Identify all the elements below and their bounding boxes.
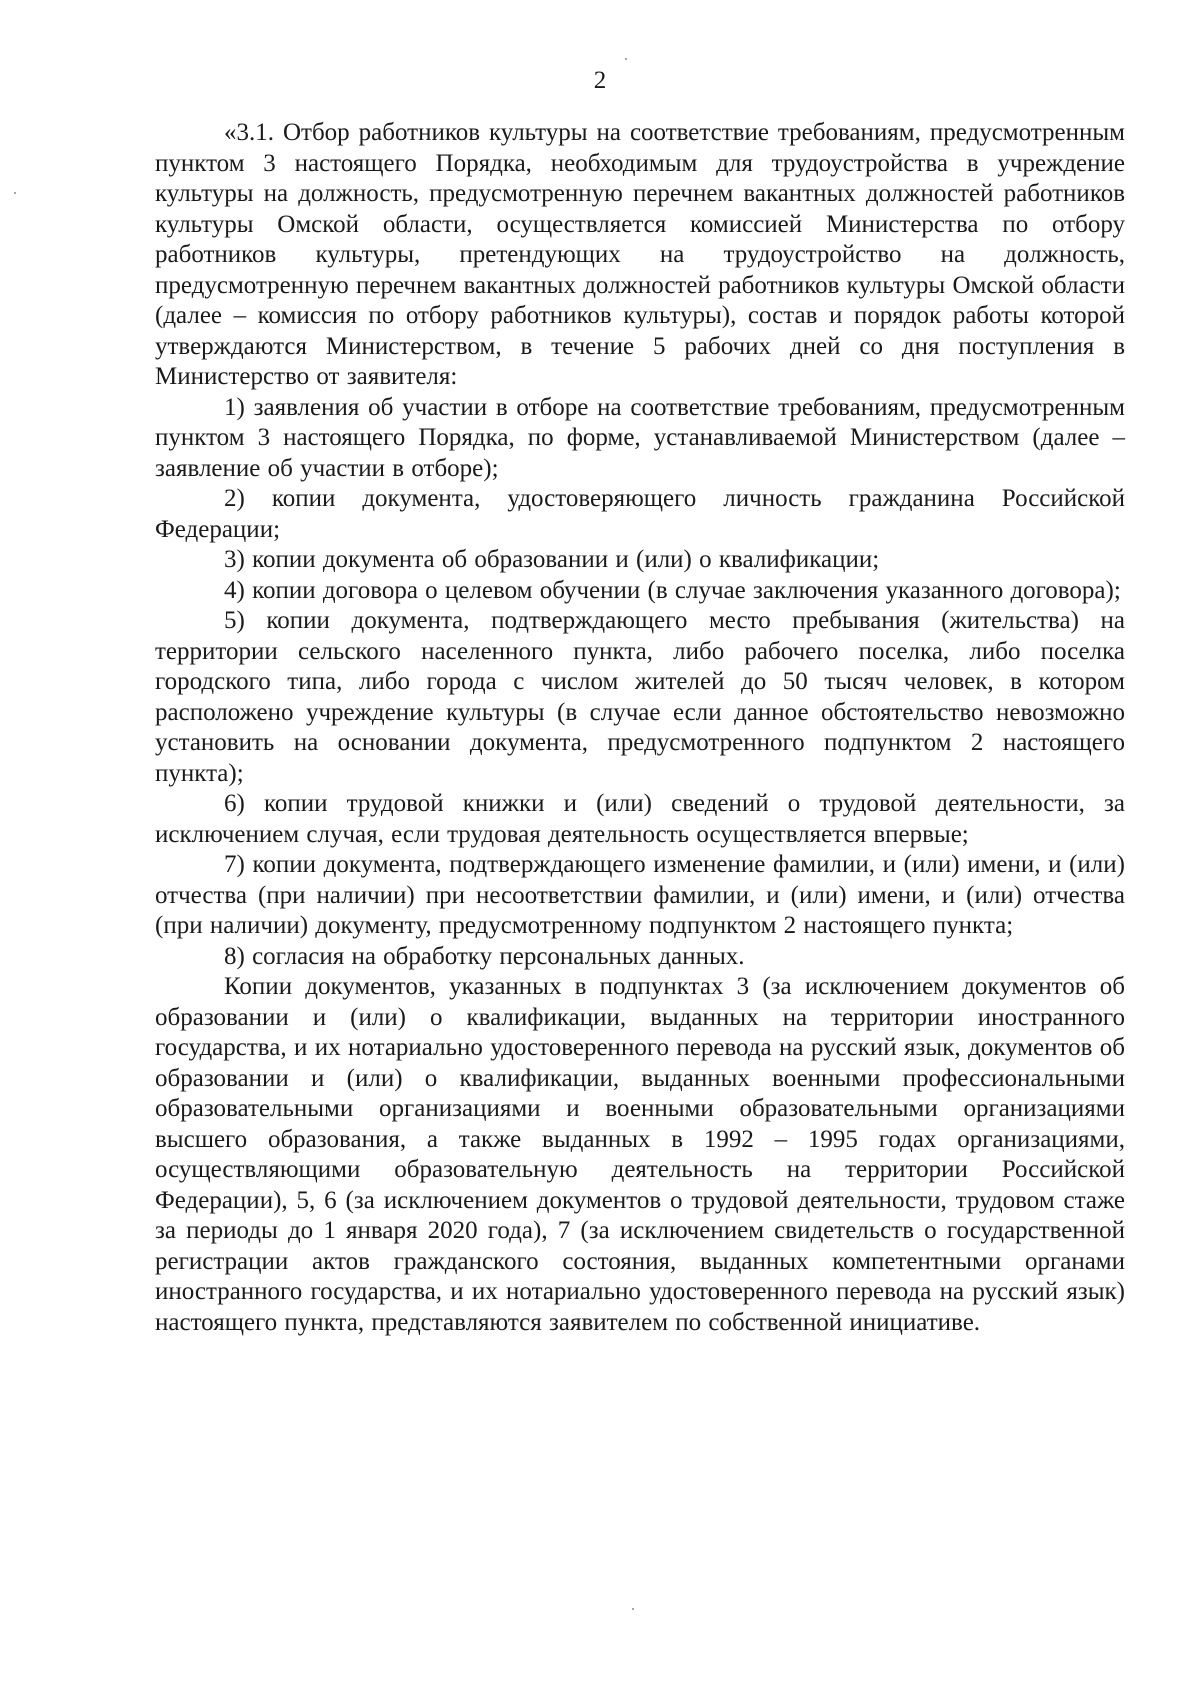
scan-speck — [632, 1608, 634, 1610]
paragraph-3-1: «3.1. Отбор работников культуры на соответствие требованиям, предусмотренным пунктом 3 настоящего Порядка, необходимым для трудоустройства в учреждение культуры на должность, предусмотренную перечнем вакантных должностей работников культуры Омской области, осуществляется комиссией Министерства по отбору работников культуры, претендующих на трудоустройство на должность, предусмотренную перечнем вакантных должностей работников культуры Омской области (далее – комиссия по отбору работников культуры), состав и порядок работы которой утверждаются Министерством, в течение 5 рабочих дней со дня поступления в Министерство от заявителя: — [155, 119, 1125, 390]
page-number: 2 — [593, 67, 607, 94]
scan-speck — [14, 192, 16, 194]
list-item-7: 7) копии документа, подтверждающего изменение фамилии, и (или) имени, и (или) отчества (при наличии) при несоответствии фамилии, и (или) имени, и (или) отчества (при наличии) документу, предусмотренному подпунктом 2 настоящего пункта; — [155, 851, 1125, 939]
scan-speck — [625, 58, 627, 60]
document-body — [155, 118, 1125, 1338]
list-item-4: 4) копии договора о целевом обучении (в случае заключения указанного договора); — [224, 576, 1121, 604]
list-item-1: 1) заявления об участии в отборе на соответствие требованиям, предусмотренным пунктом 3 настоящего Порядка, по форме, устанавливаемой Министерством (далее – заявление об участии в отборе); — [155, 393, 1125, 482]
list-item-2: 2) копии документа, удостоверяющего личность гражданина Российской Федерации; — [155, 485, 1125, 543]
list-item-6: 6) копии трудовой книжки и (или) сведений о трудовой деятельности, за исключением случая, если трудовая деятельность осуществляется впервые; — [155, 790, 1125, 848]
list-item-8: 8) согласия на обработку персональных данных. — [224, 942, 745, 970]
list-item-5: 5) копии документа, подтверждающего место пребывания (жительства) на территории сельского населенного пункта, либо рабочего поселка, либо поселка городского типа, либо города с числом жителей до 50 тысяч человек, в котором расположено учреждение культуры (в случае если данное обстоятельство невозможно установить на основании документа, предусмотренного подпунктом 2 настоящего пункта); — [155, 607, 1125, 787]
paragraph-copies: Копии документов, указанных в подпунктах 3 (за исключением документов об образовании и (или) о квалификации, выданных на территории иностранного государства, и их нотариально удостоверенного перевода на русский язык, документов об образовании и (или) о квалификации, выданных военными профессиональными образовательными организациями и военными образовательными организациями высшего образования, а также выданных в 1992 – 1995 годах организациями, осуществляющими образовательную деятельность на территории Российской Федерации), 5, 6 (за исключением документов о трудовой деятельности, трудовом стаже за периоды до 1 января 2020 года), 7 (за исключением свидетельств о государственной регистрации актов гражданского состояния, выданных компетентными органами иностранного государства, и их нотариально удостоверенного перевода на русский язык) настоящего пункта, представляются заявителем по собственной инициативе. — [155, 973, 1125, 1336]
list-item-3: 3) копии документа об образовании и (или) о квалификации; — [224, 546, 880, 573]
